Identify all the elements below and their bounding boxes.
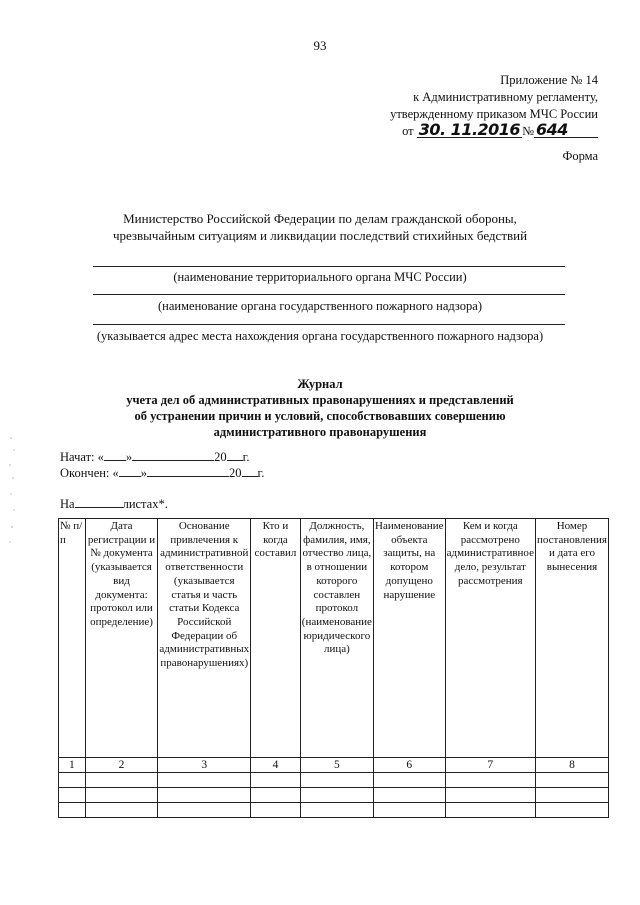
ministry-name bbox=[0, 210, 640, 244]
table-cell bbox=[535, 773, 608, 788]
annex-order-line bbox=[390, 120, 598, 140]
ended-line bbox=[60, 465, 264, 481]
journal-subtitle-1: учета дел об административных правонарушениях и представлений bbox=[126, 393, 514, 407]
column-number: 6 bbox=[373, 758, 445, 773]
fire-body-caption: (наименование органа государственного пожарного надзора) bbox=[158, 299, 482, 313]
table-row bbox=[59, 773, 609, 788]
started-quote: » bbox=[125, 450, 133, 464]
table-row bbox=[59, 788, 609, 803]
header-cell: Кем и когда рассмотрено административное дело, результат рассмотрения bbox=[445, 519, 535, 758]
started-line bbox=[60, 449, 250, 465]
sheets-count-blank bbox=[75, 496, 123, 508]
started-year-suffix: г. bbox=[242, 450, 250, 464]
started-year-prefix: 20 bbox=[214, 450, 227, 464]
ended-label: Окончен: « bbox=[60, 466, 119, 480]
column-number: 7 bbox=[445, 758, 535, 773]
fire-body-line bbox=[93, 294, 565, 295]
territorial-body-line bbox=[93, 266, 565, 267]
started-year-blank bbox=[227, 449, 243, 461]
header-cell: Номер постановления и дата его вынесения bbox=[535, 519, 608, 758]
journal-title-block bbox=[0, 376, 640, 440]
territorial-body-caption: (наименование территориального органа МЧС России) bbox=[173, 270, 467, 284]
scan-edge-artifact bbox=[8, 430, 18, 550]
started-month-blank bbox=[132, 449, 214, 461]
table-cell bbox=[300, 788, 373, 803]
journal-subtitle-2: об устранении причин и условий, способствовавших совершению bbox=[134, 409, 506, 423]
table-cell bbox=[300, 773, 373, 788]
column-number: 4 bbox=[251, 758, 301, 773]
ministry-line-2: чрезвычайным ситуациям и ликвидации последствий стихийных бедствий bbox=[112, 228, 528, 243]
header-cell: Наименование объекта защиты, на котором допущено нарушение bbox=[373, 519, 445, 758]
started-label: Начат: « bbox=[60, 450, 104, 464]
table-cell bbox=[445, 788, 535, 803]
annex-regulation: к Административному регламенту, bbox=[413, 90, 598, 104]
date-prefix: от bbox=[402, 124, 414, 138]
form-label: Форма bbox=[562, 149, 598, 163]
table-cell bbox=[251, 803, 301, 818]
table-cell bbox=[59, 788, 86, 803]
order-date: 30. 11.2016 bbox=[418, 120, 521, 139]
address-line bbox=[93, 324, 565, 325]
table-cell bbox=[85, 788, 158, 803]
annex-approved: утвержденному приказом МЧС России bbox=[390, 107, 598, 121]
column-number: 5 bbox=[300, 758, 373, 773]
column-number: 1 bbox=[59, 758, 86, 773]
table-cell bbox=[85, 803, 158, 818]
table-cell bbox=[373, 803, 445, 818]
table-cell bbox=[300, 803, 373, 818]
number-prefix: № bbox=[522, 124, 534, 138]
table-cell bbox=[158, 803, 251, 818]
address-caption: (указывается адрес места нахождения органа государственного пожарного надзора) bbox=[96, 329, 544, 343]
order-number: 644 bbox=[534, 123, 598, 138]
table-cell bbox=[85, 773, 158, 788]
header-cell: Основание привлечения к административной ответственности (указывается статья и часть статьи Кодекса Российской Федерации об административных правонарушениях) bbox=[158, 519, 251, 758]
table-cell bbox=[373, 773, 445, 788]
header-cell: Дата регистрации и № документа (указывается вид документа: протокол или определение) bbox=[85, 519, 158, 758]
ended-year-suffix: г. bbox=[257, 466, 265, 480]
table-cell bbox=[445, 803, 535, 818]
annex-title: Приложение № 14 bbox=[500, 73, 598, 87]
ended-year-blank bbox=[242, 465, 258, 477]
column-number: 2 bbox=[85, 758, 158, 773]
table-cell bbox=[59, 803, 86, 818]
table-cell bbox=[59, 773, 86, 788]
annex-block bbox=[390, 72, 598, 140]
column-number: 3 bbox=[158, 758, 251, 773]
header-cell: Кто и когда составил bbox=[251, 519, 301, 758]
table-number-row bbox=[59, 758, 609, 773]
sheets-line bbox=[60, 496, 168, 512]
started-day-blank bbox=[104, 449, 126, 461]
ended-year-prefix: 20 bbox=[229, 466, 242, 480]
table-header-row bbox=[59, 519, 609, 758]
ended-month-blank bbox=[147, 465, 229, 477]
column-number: 8 bbox=[535, 758, 608, 773]
table-cell bbox=[158, 773, 251, 788]
table-cell bbox=[158, 788, 251, 803]
header-cell: Должность, фамилия, имя, отчество лица, в отношении которого составлен протокол (наименование юридического лица) bbox=[300, 519, 373, 758]
ended-quote: » bbox=[140, 466, 148, 480]
table-cell bbox=[251, 788, 301, 803]
journal-subtitle-3: административного правонарушения bbox=[213, 425, 427, 439]
ended-day-blank bbox=[119, 465, 141, 477]
sheets-prefix: На bbox=[60, 497, 75, 511]
journal-table bbox=[58, 518, 609, 818]
journal-title: Журнал bbox=[297, 377, 343, 391]
table-cell bbox=[535, 803, 608, 818]
ministry-line-1: Министерство Российской Федерации по делам гражданской обороны, bbox=[123, 211, 517, 226]
header-cell: № п/п bbox=[59, 519, 86, 758]
page-number: 93 bbox=[313, 38, 327, 53]
table-cell bbox=[251, 773, 301, 788]
table-cell bbox=[445, 773, 535, 788]
table-row bbox=[59, 803, 609, 818]
table-cell bbox=[373, 788, 445, 803]
table-cell bbox=[535, 788, 608, 803]
sheets-suffix: листах*. bbox=[122, 497, 168, 511]
